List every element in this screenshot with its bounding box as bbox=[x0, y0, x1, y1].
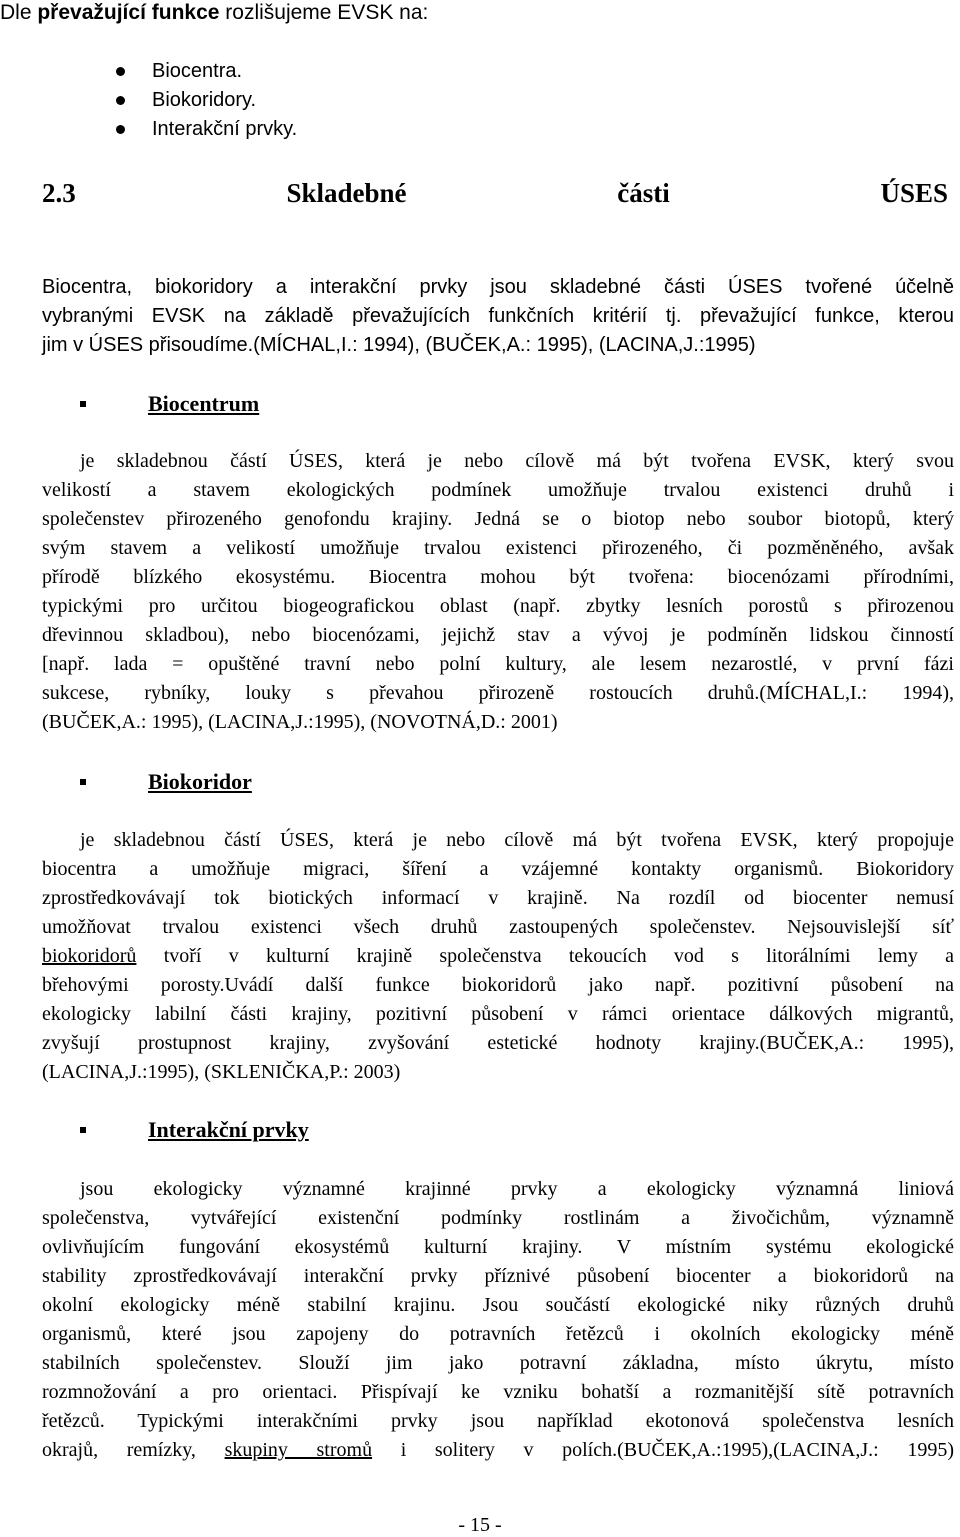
section-heading: 2.3 Skladebné části ÚSES bbox=[42, 178, 948, 208]
biokoridor-heading: Biokoridor bbox=[80, 768, 252, 796]
square-bullet-icon bbox=[80, 1127, 86, 1133]
bullet-icon bbox=[116, 125, 125, 134]
biokoridor-paragraph: je skladebnou částí ÚSES, která je nebo cílově má být tvořena EVSK, který propojuje biocentra a umožňuje migraci, šíření a vzájemné kontakty organismů. Biokoridory zprostředkovávají tok biotických informací v krajině. Na rozdíl od biocenter nemusí umožňovat trvalou existenci všech druhů zastoupených společenstev. Nejsouvislejší síť biokoridorů tvoří v kulturní krajině společenstva tekoucích vod s litorálními lemy a břehovými porosty.Uvádí další funkce biokoridorů jako např. pozitivní působení na ekologicky labilní části krajiny, pozitivní působení v rámci orientace dálkových migrantů, zvyšují prostupnost krajiny, zvyšování estetické hodnoty krajiny.(BUČEK,A.: 1995), (LACINA,J.:1995), (SKLENIČKA,P.: 2003) bbox=[42, 829, 954, 1083]
list-item: Interakční prvky. bbox=[0, 115, 297, 144]
intro-bold: převažující funkce bbox=[37, 1, 220, 24]
skupiny-stromu-link[interactable]: skupiny stromů bbox=[224, 1439, 373, 1461]
square-bullet-icon bbox=[80, 779, 86, 785]
section-intro-paragraph: Biocentra, biokoridory a interakční prvky jsou skladebné části ÚSES tvořené účelně vybranými EVSK na základě převažujících funkčních kritérií tj. převažující funkce, kterou jim v ÚSES přisoudíme.(MÍCHAL,I.: 1994), (BUČEK,A.: 1995), (LACINA,J.:1995) bbox=[42, 276, 954, 356]
page-number: - 15 - bbox=[458, 1514, 502, 1536]
bullet-icon bbox=[116, 67, 125, 76]
list-item: Biokoridory. bbox=[0, 86, 297, 115]
bullet-icon bbox=[116, 96, 125, 105]
interakcni-prvky-heading: Interakční prvky bbox=[80, 1116, 309, 1144]
biokoridor-line-with-link: biokoridorů tvoří v kulturní krajině společenstva tekoucích vod s litorálními lemy a bbox=[42, 945, 954, 967]
interakcni-prvky-paragraph: jsou ekologicky významné krajinné prvky a ekologicky významná liniová společenstva, vytvářející existenční podmínky rostlinám a živočichům, významně ovlivňujícím fungování ekosystémů kulturní krajiny. V místním systému ekologické stability zprostředkovávají interakční prvky příznivé působení biocenter a biokoridorů na okolní ekologicky méně stabilní krajinu. Jsou součástí ekologické niky různých druhů organismů, které jsou zapojeny do potravních řetězců i okolních ekologicky méně stabilních společenstev. Slouží jim jako potravní základna, místo úkrytu, místo rozmnožování a pro orientaci. Přispívají ke vzniku bohatší a rozmanitější sítě potravních řetězců. Typickými interakčními prvky jsou například ekotonová společenstva lesních okrajů, remízky, skupiny stromů i solitery v polích.(BUČEK,A.:1995),(LACINA,J.: 1995) bbox=[42, 1175, 954, 1465]
biocentrum-heading: Biocentrum bbox=[80, 390, 259, 418]
intro-line: Dle převažující funkce rozlišujeme EVSK na: bbox=[0, 1, 429, 24]
interakcni-last-line: okrajů, remízky, skupiny stromů i solitery v polích.(BUČEK,A.:1995),(LACINA,J.: 1995) bbox=[42, 1439, 954, 1461]
square-bullet-icon bbox=[80, 401, 86, 407]
biocentrum-paragraph: je skladebnou částí ÚSES, která je nebo cílově má být tvořena EVSK, který svou velikostí a stavem ekologických podmínek umožňuje trvalou existenci druhů i společenstev přirozeného genofondu krajiny. Jedná se o biotop nebo soubor biotopů, který svým stavem a velikostí umožňuje trvalou existenci přirozeného, či pozměněného, avšak přírodě blízkého ekosystému. Biocentra mohou být tvořena: biocenózami přírodními, typickými pro určitou biogeografickou oblast (např. zbytky lesních porostů s přirozenou dřevinnou skladbou), nebo biocenózami, jejichž stav a vývoj je podmíněn lidskou činností [např. lada = opuštěné travní nebo polní kultury, ale lesem nezarostlé, v první fázi sukcese, rybníky, louky s převahou přirozeně rostoucích druhů.(MÍCHAL,I.: 1994), (BUČEK,A.: 1995), (LACINA,J.:1995), (NOVOTNÁ,D.: 2001) bbox=[42, 450, 954, 733]
list-item: Biocentra. bbox=[0, 57, 297, 86]
biokoridoru-link[interactable]: biokoridorů bbox=[42, 945, 137, 967]
evsk-list bbox=[0, 57, 297, 144]
